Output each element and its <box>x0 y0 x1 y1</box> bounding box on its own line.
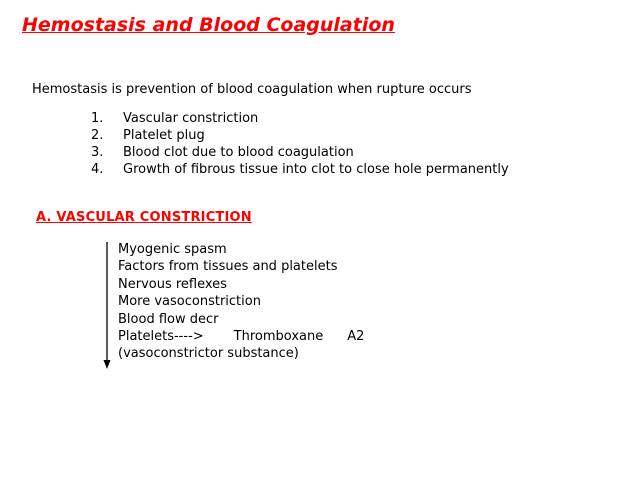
platelet-line <box>118 328 364 345</box>
page-title: Hemostasis and Blood Coagulation <box>22 14 395 36</box>
thromboxane-label: Thromboxane <box>233 328 324 344</box>
step-number: 1. <box>91 111 104 126</box>
vascular-constriction-list <box>118 241 364 363</box>
step-text: Growth of fibrous tissue into clot to close hole permanently <box>123 162 509 177</box>
list-item <box>91 161 509 178</box>
list-item: (vasoconstrictor substance) <box>118 346 299 362</box>
list-item: Blood flow decr <box>118 311 219 327</box>
a2-label: A2 <box>347 328 365 344</box>
list-item: Factors from tissues and platelets <box>118 259 338 275</box>
step-number: 3. <box>91 145 104 160</box>
list-item <box>91 127 509 144</box>
list-item: Myogenic spasm <box>118 242 227 257</box>
list-item <box>91 110 509 127</box>
platelets-lead: Platelets----> <box>118 328 204 344</box>
section-heading: A. VASCULAR CONSTRICTION <box>36 210 252 225</box>
step-text: Platelet plug <box>123 128 205 143</box>
list-item <box>91 144 509 161</box>
list-item: More vasoconstriction <box>118 294 261 310</box>
intro-text: Hemostasis is prevention of blood coagulation when rupture occurs <box>32 82 472 97</box>
step-number: 4. <box>91 162 104 177</box>
hemostasis-steps-list <box>91 110 509 178</box>
step-text: Blood clot due to blood coagulation <box>123 145 354 160</box>
down-arrow-icon <box>102 242 112 370</box>
list-item: Nervous reflexes <box>118 276 227 292</box>
step-text: Vascular constriction <box>123 111 259 126</box>
step-number: 2. <box>91 128 104 143</box>
